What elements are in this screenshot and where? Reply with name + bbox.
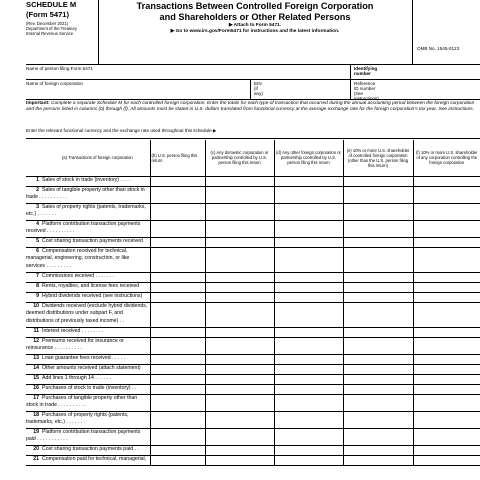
- amount-cell-e[interactable]: [343, 455, 413, 465]
- amount-cell-d[interactable]: [274, 272, 343, 282]
- amount-cell-b[interactable]: [150, 203, 205, 220]
- column-header-f: (f) 10% or more U.S. shareholder of any corporation controlling the foreign corporation: [413, 140, 480, 176]
- amount-cell-f[interactable]: [413, 374, 480, 384]
- amount-cell-b[interactable]: [150, 411, 205, 428]
- amount-cell-e[interactable]: [343, 272, 413, 282]
- amount-cell-c[interactable]: [205, 327, 274, 337]
- amount-cell-e[interactable]: [343, 327, 413, 337]
- line-description: [26, 327, 150, 337]
- amount-cell-c[interactable]: [205, 445, 274, 455]
- transaction-lines: [26, 176, 480, 465]
- amount-cell-c[interactable]: [205, 337, 274, 354]
- important-label: Important:: [26, 101, 50, 106]
- column-header-row: [26, 140, 480, 176]
- amount-cell-f[interactable]: [413, 176, 480, 186]
- line-number: 4: [36, 220, 39, 227]
- identifying-number-label: Identifying number: [354, 66, 378, 76]
- amount-cell-b[interactable]: [150, 282, 205, 292]
- column-header-a: (a) Transactions of foreign corporation: [26, 140, 150, 176]
- amount-cell-f[interactable]: [413, 302, 480, 327]
- line-text: Commissions received . . . . . . .: [42, 272, 115, 279]
- table-row: [26, 455, 480, 465]
- line-description: [26, 455, 150, 465]
- line-number: 15: [33, 374, 39, 381]
- line-text: Platform contribution transaction payments paid . . . . . . . . . . .: [26, 428, 141, 443]
- amount-cell-d[interactable]: [274, 203, 343, 220]
- line-number: 18: [33, 411, 39, 418]
- amount-cell-b[interactable]: [150, 237, 205, 247]
- currency-line: Enter the relevant functional currency and the exchange rate used throughout this schedule ▶: [26, 128, 480, 139]
- line-description: [26, 292, 150, 302]
- table-row: [26, 364, 480, 374]
- line-text: Compensation received for technical, managerial, engineering, construction, or like services . . . . . . . . .: [26, 247, 130, 269]
- line-text: Sales of property rights (patents, trademarks, etc.) . . . . . . .: [26, 203, 146, 218]
- form-title-block: [99, 0, 411, 64]
- attach-instruction: ▶ Attach to Form 5471.: [228, 22, 282, 28]
- line-description: [26, 220, 150, 237]
- amount-cell-b[interactable]: [150, 364, 205, 374]
- line-description: [26, 411, 150, 428]
- important-text: Complete a separate Schedule M for each controlled foreign corporation. Enter the totals for each type of transaction that occurred during the annual accounting period between the foreign corporation and the persons listed in columns (b) through (f). All amounts must be stated in U.S. dollars translated from functional currency at the average exchange rate for the foreign corporation's tax year. See instructions.: [26, 101, 475, 113]
- table-row: [26, 220, 480, 237]
- amount-cell-d[interactable]: [274, 337, 343, 354]
- amount-cell-e[interactable]: [343, 374, 413, 384]
- amount-cell-b[interactable]: [150, 337, 205, 354]
- amount-cell-d[interactable]: [274, 428, 343, 445]
- amount-cell-c[interactable]: [205, 176, 274, 186]
- amount-cell-e[interactable]: [343, 445, 413, 455]
- amount-cell-b[interactable]: [150, 455, 205, 465]
- line-number: 2: [36, 186, 39, 193]
- reference-id-label: Reference ID number (see instructions): [354, 81, 379, 101]
- amount-cell-d[interactable]: [274, 176, 343, 186]
- amount-cell-c[interactable]: [205, 237, 274, 247]
- amount-cell-e[interactable]: [343, 176, 413, 186]
- amount-cell-c[interactable]: [205, 203, 274, 220]
- line-text: Purchases of tangible property other than stock in trade . . . . . . . . . .: [26, 394, 138, 409]
- line-text: Platform contribution transaction payments received . . . . . . . . . .: [26, 220, 141, 235]
- table-row: [26, 374, 480, 384]
- amount-cell-d[interactable]: [274, 292, 343, 302]
- amount-cell-e[interactable]: [343, 394, 413, 411]
- amount-cell-f[interactable]: [413, 455, 480, 465]
- amount-cell-d[interactable]: [274, 282, 343, 292]
- amount-cell-c[interactable]: [205, 186, 274, 203]
- line-description: [26, 445, 150, 455]
- line-text: Cost sharing transaction payments received: [42, 237, 143, 244]
- foreign-corp-label: Name of foreign corporation: [26, 81, 83, 86]
- amount-cell-f[interactable]: [413, 337, 480, 354]
- line-number: 1: [36, 176, 39, 183]
- amount-cell-c[interactable]: [205, 282, 274, 292]
- amount-cell-e[interactable]: [343, 282, 413, 292]
- person-filing-label: Name of person filing Form 5471: [26, 66, 93, 71]
- amount-cell-d[interactable]: [274, 220, 343, 237]
- amount-cell-d[interactable]: [274, 384, 343, 394]
- amount-cell-b[interactable]: [150, 272, 205, 282]
- amount-cell-b[interactable]: [150, 384, 205, 394]
- line-description: [26, 364, 150, 374]
- website-instruction: ▶ Go to www.irs.gov/Form5471 for instructions and the latest information.: [170, 28, 340, 34]
- amount-cell-d[interactable]: [274, 374, 343, 384]
- form-name: SCHEDULE M: [26, 0, 77, 9]
- amount-cell-f[interactable]: [413, 384, 480, 394]
- amount-cell-e[interactable]: [343, 292, 413, 302]
- amount-cell-c[interactable]: [205, 374, 274, 384]
- foreign-corp-row: [26, 80, 480, 100]
- ein-label: EIN (if any): [254, 81, 263, 96]
- amount-cell-e[interactable]: [343, 384, 413, 394]
- line-description: [26, 237, 150, 247]
- amount-cell-f[interactable]: [413, 203, 480, 220]
- amount-cell-c[interactable]: [205, 302, 274, 327]
- line-description: [26, 374, 150, 384]
- line-description: [26, 384, 150, 394]
- amount-cell-e[interactable]: [343, 186, 413, 203]
- reference-id-cell[interactable]: [350, 80, 379, 101]
- amount-cell-d[interactable]: [274, 445, 343, 455]
- amount-cell-b[interactable]: [150, 220, 205, 237]
- line-number: 20: [33, 445, 39, 452]
- amount-cell-d[interactable]: [274, 455, 343, 465]
- amount-cell-b[interactable]: [150, 374, 205, 384]
- table-row: [26, 327, 480, 337]
- amount-cell-f[interactable]: [413, 428, 480, 445]
- amount-cell-c[interactable]: [205, 411, 274, 428]
- line-description: [26, 203, 150, 220]
- amount-cell-c[interactable]: [205, 384, 274, 394]
- amount-cell-e[interactable]: [343, 237, 413, 247]
- amount-cell-e[interactable]: [343, 337, 413, 354]
- line-text: Add lines 1 through 14 . . . . . .: [42, 374, 112, 381]
- revision-date: (Rev. December 2021): [26, 21, 69, 27]
- amount-cell-c[interactable]: [205, 455, 274, 465]
- line-description: [26, 428, 150, 445]
- amount-cell-b[interactable]: [150, 327, 205, 337]
- amount-cell-e[interactable]: [343, 364, 413, 374]
- omb-number: OMB No. 1545-0123: [417, 46, 460, 51]
- amount-cell-f[interactable]: [413, 292, 480, 302]
- amount-cell-c[interactable]: [205, 394, 274, 411]
- amount-cell-d[interactable]: [274, 411, 343, 428]
- line-number: 9: [36, 292, 39, 299]
- line-number: 5: [36, 237, 39, 244]
- amount-cell-e[interactable]: [343, 354, 413, 364]
- column-header-d: (d) Any other foreign corporation or partnership controlled by U.S. person filing this return: [274, 140, 343, 176]
- line-number: 11: [33, 327, 39, 334]
- line-number: 7: [36, 272, 39, 279]
- line-number: 6: [36, 247, 39, 254]
- department-name: Department of the Treasury: [26, 26, 77, 32]
- line-description: [26, 282, 150, 292]
- table-row: [26, 272, 480, 282]
- line-text: Sales of stock in trade (inventory) . . . .: [42, 176, 131, 183]
- identifying-number-cell[interactable]: [350, 65, 378, 79]
- amount-cell-e[interactable]: [343, 411, 413, 428]
- amount-cell-d[interactable]: [274, 354, 343, 364]
- amount-cell-c[interactable]: [205, 220, 274, 237]
- line-description: [26, 354, 150, 364]
- line-description: [26, 394, 150, 411]
- amount-cell-d[interactable]: [274, 364, 343, 374]
- line-text: Purchases of stock in trade (inventory) . .: [42, 384, 137, 391]
- form-title-line-2: and Shareholders or Other Related Persons: [159, 12, 351, 23]
- amount-cell-b[interactable]: [150, 394, 205, 411]
- line-text: Purchases of property rights (patents, trademarks, etc.) . . . . . . .: [26, 411, 129, 426]
- amount-cell-b[interactable]: [150, 428, 205, 445]
- table-row: [26, 384, 480, 394]
- amount-cell-d[interactable]: [274, 247, 343, 272]
- amount-cell-f[interactable]: [413, 186, 480, 203]
- amount-cell-f[interactable]: [413, 411, 480, 428]
- amount-cell-e[interactable]: [343, 203, 413, 220]
- line-text: Sales of tangible property other than stock in trade . . . . . . . . . .: [26, 186, 145, 201]
- transactions-table: [26, 140, 480, 466]
- amount-cell-e[interactable]: [343, 428, 413, 445]
- form-title-line-1: Transactions Between Controlled Foreign Corporation: [136, 1, 374, 11]
- amount-cell-d[interactable]: [274, 186, 343, 203]
- table-row: [26, 302, 480, 327]
- amount-cell-c[interactable]: [205, 428, 274, 445]
- table-row: [26, 292, 480, 302]
- table-row: [26, 237, 480, 247]
- line-description: [26, 247, 150, 272]
- amount-cell-d[interactable]: [274, 237, 343, 247]
- line-number: 17: [33, 394, 39, 401]
- form-id-block: [26, 0, 99, 64]
- table-row: [26, 203, 480, 220]
- table-row: [26, 247, 480, 272]
- amount-cell-f[interactable]: [413, 247, 480, 272]
- column-header-e: (e) 10% or more U.S. shareholder of controlled foreign corporation (other than the U.S. person filing this return): [343, 140, 413, 176]
- amount-cell-c[interactable]: [205, 354, 274, 364]
- agency-name: Internal Revenue Service: [26, 31, 74, 37]
- line-number: 14: [33, 364, 39, 371]
- table-row: [26, 445, 480, 455]
- amount-cell-f[interactable]: [413, 220, 480, 237]
- form-number: (Form 5471): [26, 9, 70, 19]
- amount-cell-f[interactable]: [413, 272, 480, 282]
- table-row: [26, 282, 480, 292]
- amount-cell-f[interactable]: [413, 282, 480, 292]
- amount-cell-c[interactable]: [205, 272, 274, 282]
- line-number: 19: [33, 428, 39, 435]
- line-number: 16: [33, 384, 39, 391]
- amount-cell-b[interactable]: [150, 247, 205, 272]
- amount-cell-c[interactable]: [205, 247, 274, 272]
- amount-cell-f[interactable]: [413, 237, 480, 247]
- amount-cell-f[interactable]: [413, 394, 480, 411]
- line-text: Cost sharing transaction payments paid . .: [42, 445, 139, 452]
- amount-cell-c[interactable]: [205, 292, 274, 302]
- ein-cell[interactable]: [250, 80, 263, 99]
- table-row: [26, 428, 480, 445]
- omb-block: [412, 0, 480, 64]
- amount-cell-d[interactable]: [274, 327, 343, 337]
- amount-cell-b[interactable]: [150, 302, 205, 327]
- line-number: 10: [33, 302, 39, 309]
- line-text: Hybrid dividends received (see instructions): [42, 292, 143, 299]
- table-row: [26, 411, 480, 428]
- amount-cell-b[interactable]: [150, 354, 205, 364]
- line-description: [26, 302, 150, 327]
- amount-cell-b[interactable]: [150, 445, 205, 455]
- line-text: Compensation paid for technical, managerial,: [42, 455, 147, 462]
- line-number: 8: [36, 282, 39, 289]
- table-row: [26, 186, 480, 203]
- line-text: Dividends received (exclude hybrid dividends, deemed distributions under subpart F, and distributions of previously taxed income) . .: [26, 302, 148, 324]
- line-text: Premiums received for insurance or reinsurance . . . . . . . . . .: [26, 337, 124, 352]
- amount-cell-e[interactable]: [343, 220, 413, 237]
- line-description: [26, 337, 150, 354]
- amount-cell-f[interactable]: [413, 364, 480, 374]
- column-header-c: (c) Any domestic corporation or partnership controlled by U.S. person filing this return: [205, 140, 274, 176]
- line-text: Loan guarantee fees received . . . . .: [42, 354, 126, 361]
- table-row: [26, 354, 480, 364]
- table-row: [26, 394, 480, 411]
- amount-cell-c[interactable]: [205, 364, 274, 374]
- amount-cell-f[interactable]: [413, 354, 480, 364]
- line-text: Other amounts received (attach statement): [42, 364, 141, 371]
- line-description: [26, 186, 150, 203]
- amount-cell-f[interactable]: [413, 445, 480, 455]
- line-text: Rents, royalties, and license fees received: [42, 282, 140, 289]
- person-filing-row: [26, 65, 480, 80]
- line-number: 21: [33, 455, 39, 462]
- amount-cell-e[interactable]: [343, 302, 413, 327]
- table-row: [26, 176, 480, 186]
- amount-cell-b[interactable]: [150, 176, 205, 186]
- amount-cell-d[interactable]: [274, 302, 343, 327]
- important-note: [26, 101, 480, 114]
- amount-cell-f[interactable]: [413, 327, 480, 337]
- form-header: [26, 0, 480, 65]
- column-header-b: (b) U.S. person filing this return: [150, 140, 205, 176]
- line-number: 3: [36, 203, 39, 210]
- line-number: 12: [33, 337, 39, 344]
- amount-cell-b[interactable]: [150, 186, 205, 203]
- amount-cell-e[interactable]: [343, 247, 413, 272]
- amount-cell-b[interactable]: [150, 292, 205, 302]
- table-row: [26, 337, 480, 354]
- amount-cell-d[interactable]: [274, 394, 343, 411]
- line-number: 13: [33, 354, 39, 361]
- line-description: [26, 176, 150, 186]
- line-text: Interest received . . . . . . . .: [42, 327, 104, 334]
- line-description: [26, 272, 150, 282]
